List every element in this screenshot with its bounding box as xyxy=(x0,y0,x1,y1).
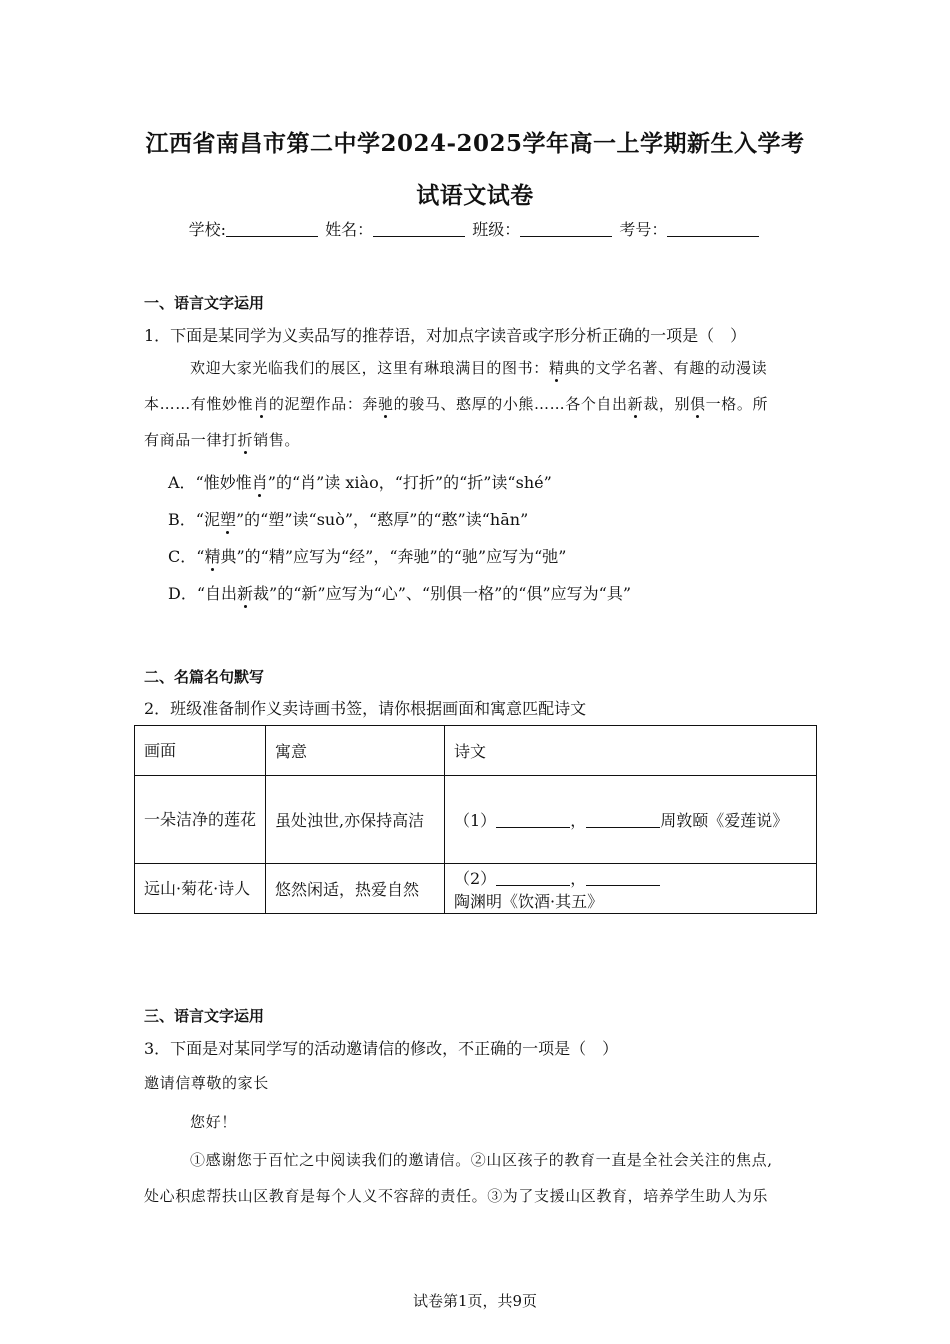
option-text: B．“泥 xyxy=(168,510,220,529)
dotted-char: 精 xyxy=(548,359,565,377)
school-blank[interactable] xyxy=(226,220,318,237)
page-footer: 试卷第1页，共9页 xyxy=(412,1292,538,1310)
question3-stem: 3．下面是对某同学写的活动邀请信的修改，不正确的一项是（ ） xyxy=(144,1039,619,1058)
option-a[interactable] xyxy=(168,470,552,493)
exam-number-blank[interactable] xyxy=(667,220,759,237)
exam-number-label: 考号： xyxy=(619,220,668,239)
question2-stem: 2．班级准备制作义卖诗画书签，请你根据画面和寓意匹配诗文 xyxy=(144,699,587,718)
picture-cell: 远山·菊花·诗人 xyxy=(135,864,266,914)
section2-heading: 二、名篇名句默写 xyxy=(144,668,265,686)
separator: ， xyxy=(570,868,587,888)
option-text: 典”的“精”应写为“经”，“奔驰”的“驰”应写为“弛” xyxy=(220,547,567,566)
poem-blank[interactable] xyxy=(496,870,570,886)
letter-title-line: 邀请信尊敬的家长 xyxy=(144,1074,269,1092)
dotted-char: 新 xyxy=(237,584,254,603)
letter-paragraph-line2: 处心积虑帮扶山区教育是每个人义不容辞的责任。③为了支援山区教育，培养学生助人为乐 xyxy=(144,1187,769,1205)
option-text: ”的“塑”读“suò”，“憨厚”的“憨”读“hān” xyxy=(235,510,529,529)
exam-title-line1: 江西省南昌市第二中学2024-2025学年高一上学期新生入学考 xyxy=(145,130,805,157)
table-row xyxy=(135,776,817,864)
dotted-char: 驰 xyxy=(378,395,394,413)
option-c[interactable] xyxy=(168,544,566,567)
section1-heading: 一、语言文字运用 xyxy=(144,294,265,312)
dotted-char: 肖 xyxy=(253,395,269,413)
option-text: A．“惟妙惟 xyxy=(168,473,252,492)
table-header-cell: 寓意 xyxy=(266,726,445,776)
dotted-char: 俱 xyxy=(690,395,706,413)
poem-source: 陶渊明《饮酒·其五》 xyxy=(454,891,604,911)
passage-text: 典的文学名著、有趣的动漫读 xyxy=(564,359,768,377)
poem-blank[interactable] xyxy=(586,812,660,828)
meaning-cell: 虽处浊世,亦保持高洁 xyxy=(266,776,445,864)
letter-greeting: 您好！ xyxy=(190,1113,237,1131)
section3-heading: 三、语言文字运用 xyxy=(144,1007,265,1025)
table-header-cell: 画面 xyxy=(135,726,266,776)
dotted-char: 精 xyxy=(204,547,221,566)
poem-blank[interactable] xyxy=(496,812,570,828)
poem-cell xyxy=(445,864,817,914)
passage-text: 本……有惟妙惟 xyxy=(144,395,254,413)
passage-text: 销售。 xyxy=(253,431,301,449)
table-header-cell: 诗文 xyxy=(445,726,817,776)
name-blank[interactable] xyxy=(373,220,465,237)
question1-passage xyxy=(144,350,808,458)
passage-text: 有商品一律打 xyxy=(144,431,238,449)
blank-number: （2） xyxy=(454,868,497,888)
poem-matching-table xyxy=(134,725,817,914)
class-blank[interactable] xyxy=(520,220,612,237)
option-text: D．“自出 xyxy=(168,584,238,603)
meaning-cell: 悠然闲适，热爱自然 xyxy=(266,864,445,914)
blank-number: （1） xyxy=(454,811,497,830)
dotted-char: 折 xyxy=(237,431,254,449)
passage-text: 一格。所 xyxy=(705,395,769,413)
passage-line xyxy=(144,350,808,386)
option-b[interactable] xyxy=(168,507,528,530)
picture-cell: 一朵洁净的莲花 xyxy=(135,776,266,864)
passage-text: 的泥塑作品：奔 xyxy=(268,395,379,413)
option-text: ”的“肖”读 xiào，“打折”的“折”读“shé” xyxy=(267,473,552,492)
separator: ， xyxy=(570,811,587,830)
letter-paragraph-line1: ①感谢您于百忙之中阅读我们的邀请信。②山区孩子的教育一直是全社会关注的焦点, xyxy=(190,1151,773,1169)
poem-source: 周敦颐《爱莲说》 xyxy=(660,811,789,830)
passage-line xyxy=(144,422,808,458)
poem-cell xyxy=(445,776,817,864)
passage-text: 的骏马、憨厚的小熊……各个自出 xyxy=(393,395,628,413)
passage-line xyxy=(144,386,808,422)
option-text: 裁”的“新”应写为“心”、“别俱一格”的“俱”应写为“具” xyxy=(253,584,632,603)
option-d[interactable] xyxy=(168,581,631,604)
question1-stem: 1．下面是某同学为义卖品写的推荐语，对加点字读音或字形分析正确的一项是（ ） xyxy=(144,326,747,345)
name-label: 姓名： xyxy=(325,220,374,239)
dotted-char: 塑 xyxy=(219,510,236,529)
table-row xyxy=(135,864,817,914)
exam-title-line2: 试语文试卷 xyxy=(416,182,534,209)
dotted-char: 肖 xyxy=(251,473,268,492)
passage-text: 欢迎大家光临我们的展区，这里有琳琅满目的图书： xyxy=(190,359,549,377)
class-label: 班级： xyxy=(472,220,521,239)
table-header-row xyxy=(135,726,817,776)
option-text: C．“ xyxy=(168,547,205,566)
passage-text: 裁，别 xyxy=(643,395,691,413)
student-info-row xyxy=(0,217,950,240)
dotted-char: 新 xyxy=(627,395,644,413)
poem-blank[interactable] xyxy=(586,870,660,886)
school-label: 学校: xyxy=(188,220,227,239)
